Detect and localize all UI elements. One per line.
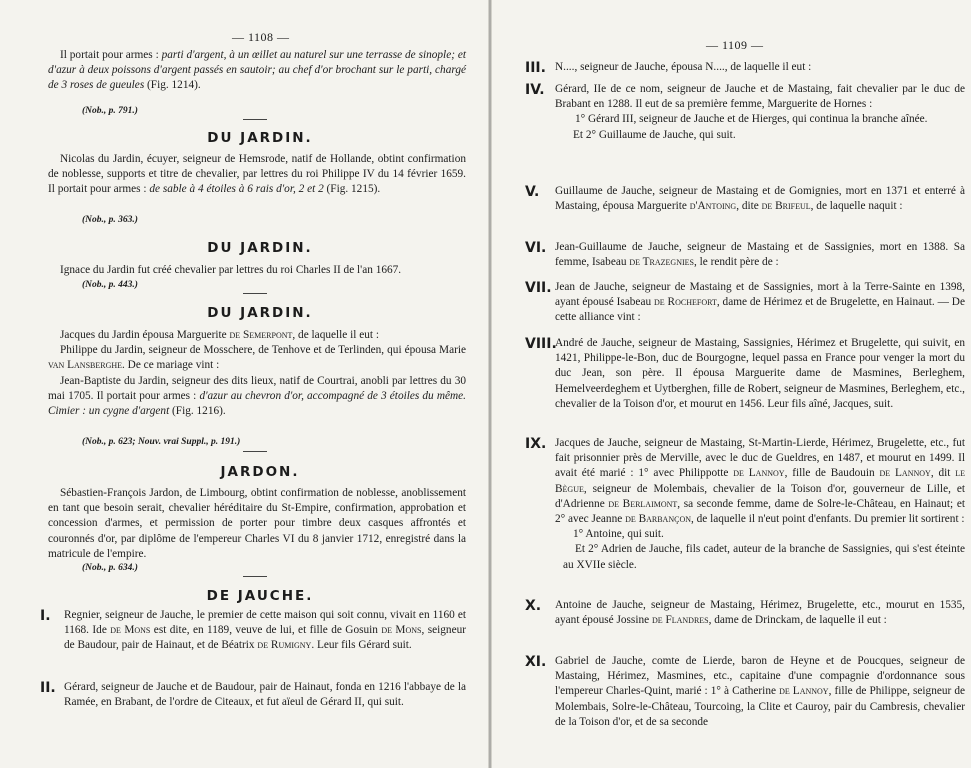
generation-number: V. bbox=[525, 184, 540, 200]
source-citation: (Nob., p. 623; Nouv. vrai Suppl., p. 191.) bbox=[82, 437, 241, 447]
generation-number: XI. bbox=[525, 654, 547, 670]
generation-number: VIII. bbox=[525, 336, 557, 352]
divider bbox=[243, 293, 267, 294]
paragraph: Nicolas du Jardin, écuyer, seigneur de Hemsrode, natif de Hollande, obtint confirmation de noblesse, supports et titre de chevalier, par lettres du roi Philippe IV du 14 février 1659. Il portait pour armes : de sable à 4 étoiles à 6 rais d'or, 2 et 2 (Fig. 1215). bbox=[48, 153, 466, 196]
paragraph: Ignace du Jardin fut créé chevalier par lettres du roi Charles II de l'an 1667. bbox=[60, 264, 402, 276]
divider bbox=[243, 576, 267, 577]
generation-number: III. bbox=[525, 60, 546, 76]
source-citation: (Nob., p. 363.) bbox=[82, 215, 138, 225]
paragraph: Jacques du Jardin épousa Marguerite de Semerpont, de laquelle il eut : Philippe du Jardin, seigneur de Mosschere, de Tenhove et de Terlinden, qui épousa Marie van Lansberghe. De ce mariage vint : Jean-Baptiste du Jardin, seigneur des dits lieux, natif de Courtrai, anobli par lettres du 30 mai 1705. Il portait pour armes : d'azur au chevron d'or, accompagné de 3 étoiles du même. Cimier : un cygne d'argent (Fig. 1216). bbox=[48, 329, 466, 418]
section-heading: DU JARDIN. bbox=[207, 130, 313, 146]
generation-number: VII. bbox=[525, 280, 552, 296]
paragraph: Sébastien-François Jardon, de Limbourg, obtint confirmation de noblesse, anoblissement en tant que besoin serait, chevalier héréditaire du St-Empire, confirmation, approbation et concession d'armes, et permission de porter pour timbre deux casques affrontés et couronnés d'or, par diplôme de l'empereur Charles VI du 8 janvier 1712, enregistré dans la matricule de l'empire. bbox=[48, 487, 466, 560]
generation-number: X. bbox=[525, 598, 542, 614]
section-heading: JARDON. bbox=[220, 464, 300, 480]
divider bbox=[243, 451, 267, 452]
generation-number: IX. bbox=[525, 436, 547, 452]
section-heading: DU JARDIN. bbox=[207, 240, 313, 256]
section-heading: DE JAUCHE. bbox=[206, 588, 314, 604]
source-citation: (Nob., p. 443.) bbox=[82, 280, 138, 290]
page-number: — 1108 — bbox=[232, 30, 290, 44]
left-page: — 1108 — Il portait pour armes : parti d'argent, à un œillet au naturel sur une terrasse de sinople; et d'azur à deux poissons d'argent passés en sautoir; au chef d'or brochant sur le parti, chargé de 3 roses de gueules (Fig. 1214). (Nob., p. 791.) DU JARDIN. Nicolas du Jardin, écuyer, seigneur de Hemsrode, natif de Hollande, obtint confirmation de noblesse, supports et titre de chevalier, par lettres du roi Philippe IV du 14 février 1659. Il portait pour armes : de sable à 4 étoiles à 6 rais d'or, 2 et 2 (Fig. 1215). (Nob., p. 363.) DU JARDIN. Ignace du Jardin fut créé chevalier par lettres du roi Charles II de l'an 1667. (Nob., p. 443.) DU JARDIN. Jacques du Jardin épousa Marguerite de Semerpont, de laquelle il eut : Philippe du Jardin, seigneur de Mosschere, de Tenhove et de Terlinden, qui épousa Marie van Lansberghe. De ce mariage vint : Jean-Baptiste du Jardin, seigneur des dits lieux, natif de Courtrai, anobli par lettres du 30 mai 1705. Il portait pour armes : d'azur au chevron d'or, accompagné de 3 étoiles du même. Cimier : un cygne d'argent (Fig. 1216). (Nob., p. 623; Nouv. vrai Suppl., p. 191.) JARDON. Sébastien-François Jardon, de Limbourg, obtint confirmation de noblesse, anoblissement en tant que besoin serait, chevalier héréditaire du St-Empire, confirmation, approbation et concession d'armes, et permission de porter pour timbre deux casques affrontés et couronnés d'or, par diplôme de l'empereur Charles VI du 8 janvier 1712, enregistré dans la matricule de l'empire. (Nob., p. 634.) DE JAUCHE. I. Regnier, seigneur de Jauche, le premier de cette maison qui soit connu, vivait en 1160 et 1168. Ide de Mons est dite, en 1189, veuve de lui, et fille de Gosuin de Mons, seigneur de Baudour, pair de Hainaut, et de Béatrix de Rumigny. Leur fils Gérard suit. II. Gérard, seigneur de Jauche et de Baudour, pair de Hainaut, fonda en 1216 l'abbaye de la Ramée, en Brabant, de l'ordre de Citeaux, et fut aïeul de Gérard II, qui suit. bbox=[0, 0, 480, 768]
page-number: — 1109 — bbox=[706, 38, 764, 52]
source-citation: (Nob., p. 791.) bbox=[82, 106, 138, 116]
section-heading: DU JARDIN. bbox=[207, 305, 313, 321]
generation-number: II. bbox=[40, 680, 56, 696]
book-gutter bbox=[488, 0, 492, 768]
arms-paragraph: Il portait pour armes : parti d'argent, à un œillet au naturel sur une terrasse de sinople; et d'azur à deux poissons d'argent passés en sautoir; au chef d'or brochant sur le parti, chargé de 3 roses de gueules (Fig. 1214). bbox=[48, 49, 466, 92]
source-citation: (Nob., p. 634.) bbox=[82, 563, 138, 573]
generation-number: VI. bbox=[525, 240, 547, 256]
divider bbox=[243, 119, 267, 120]
right-page: — 1109 — III. N...., seigneur de Jauche, épousa N...., de laquelle il eut : IV. Gérard, IIe de ce nom, seigneur de Jauche et de Mastaing, fait chevalier par le duc de Brabant en 1288. Il eut de sa première femme, Marguerite de Hornes : 1° Gérard III, seigneur de Jauche et de Hierges, qui continua la branche aînée. Et 2° Guillaume de Jauche, qui suit. V. Guillaume de Jauche, seigneur de Mastaing et de Gomignies, mort en 1371 et enterré à Mastaing, épousa Marguerite d'Antoing, dite de Brifeul, de laquelle naquit : VI. Jean-Guillaume de Jauche, seigneur de Mastaing et de Sassignies, mort en 1388. Sa femme, Isabeau de Trazegnies, le rendit père de : VII. Jean de Jauche, seigneur de Mastaing et de Sassignies, mort à la Terre-Sainte en 1398, ayant épousé Isabeau de Rochefort, dame de Hérimez et de Brugelette, en Hainaut. — De cette alliance vint : VIII. André de Jauche, seigneur de Mastaing, Sassignies, Hérimez et Brugelette, qui suivit, en 1421, Philippe-le-Bon, duc de Bourgogne, lequel passa en France pour venger la mort du duc Jean, son père. Il épousa Marguerite dame de Masmines, Berleghem, Hemelveerdeghem et Uytberghen, fille de Robert, seigneur de Masmines, Berleghem, etc., chevalier de la Toison d'or, et mourut en 1456. Leur fils aîné, Jacques, suit. IX. Jacques de Jauche, seigneur de Mastaing, St-Martin-Lierde, Hérimez, Brugelette, etc., fut fait prisonnier près de Merville, avec le duc de Gueldres, en 1487, et mourut en 1499. Il avait été marié : 1° avec Philippotte de Lannoy, fille de Baudouin de Lannoy, dit le Bègue, seigneur de Molembais, chevalier de la Toison d'or, gouverneur de Lille, et d'Adrienne de Berlaimont, sa seconde femme, dame de Solre-le-Château, en Hainaut; et 2° avec Jeanne de Barbançon, de laquelle il n'eut point d'enfants. Du premier lit sortirent : 1° Antoine, qui suit. Et 2° Adrien de Jauche, fils cadet, auteur de la branche de Sassignies, qui s'est éteinte au XVIIe siècle. X. Antoine de Jauche, seigneur de Mastaing, Hérimez, Brugelette, etc., mourut en 1535, ayant épousé Jossine de Flandres, dame de Drinckam, de laquelle il eut : XI. Gabriel de Jauche, comte de Lierde, baron de Heyne et de Poucques, seigneur de Mastaing, Hérimez, Masmines, etc., capitaine d'une compagnie d'ordonnance sous l'empereur Charles-Quint, marié : 1° à Catherine de Lannoy, fille de Philippe, seigneur de Molembais, Solre-le-Château, Tourcoing, la Clite et Cauroy, pair du Cambresis, chevalier de la Toison d'or, et de sa seconde bbox=[525, 38, 966, 728]
generation-number: I. bbox=[40, 608, 51, 624]
generation-number: IV. bbox=[525, 82, 545, 98]
